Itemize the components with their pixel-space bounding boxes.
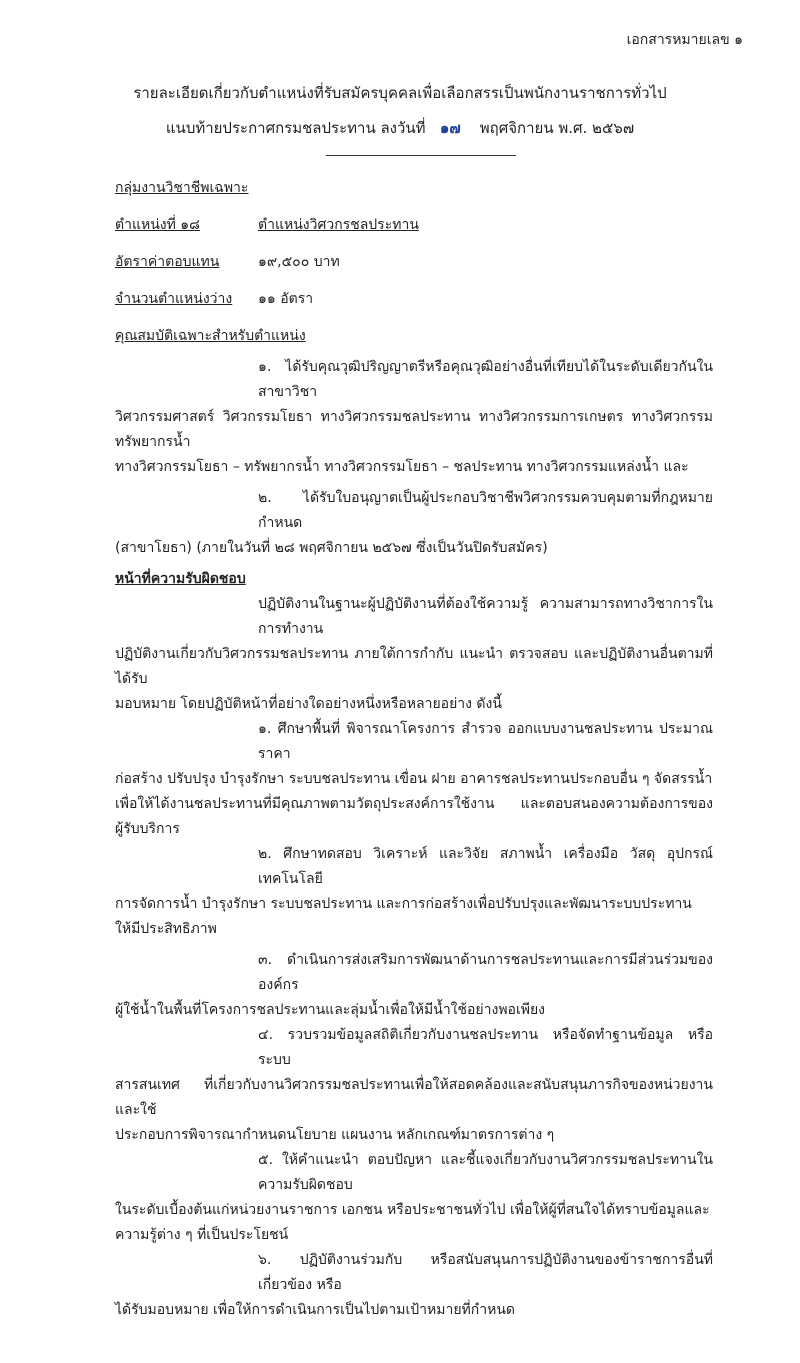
duty-line: ก่อสร้าง ปรับปรุง บำรุงรักษา ระบบชลประทาน เขื่อน ฝาย อาคารชลประทานประกอบอื่น ๆ จัดสรรน้ำ (115, 771, 713, 787)
duty-line: ผู้ใช้น้ำในพื้นที่โครงการชลประทานและลุ่มน้ำเพื่อให้มีน้ำใช้อย่างพอเพียง (115, 1002, 546, 1018)
qualification-line: ๒. ได้รับใบอนุญาตเป็นผู้ประกอบวิชาชีพวิศวกรรมควบคุมตามที่กฎหมายกำหนด (258, 490, 713, 531)
position-value: ตำแหน่งวิศวกรชลประทาน (258, 217, 419, 233)
qualification-line: ทางวิศวกรรมโยธา – ทรัพยากรน้ำ ทางวิศวกรรมโยธา – ชลประทาน ทางวิศวกรรมแหล่งน้ำ และ (115, 459, 689, 475)
document-subtitle (0, 116, 800, 141)
position-row (115, 213, 713, 238)
qualifications-heading: คุณสมบัติเฉพาะสำหรับตำแหน่ง (115, 328, 306, 344)
qualification-line: (สาขาโยธา) (ภายในวันที่ ๒๘ พฤศจิกายน ๒๕๖๗ ซึ่งเป็นวันปิดรับสมัคร) (115, 540, 548, 556)
duty-line: ๕. ให้คำแนะนำ ตอบปัญหา และชี้แจงเกี่ยวกับงานวิศวกรรมชลประทานในความรับผิดชอบ (258, 1152, 713, 1193)
document-title: รายละเอียดเกี่ยวกับตำแหน่งที่รับสมัครบุคคลเพื่อเลือกสรรเป็นพนักงานราชการทั่วไป (133, 84, 667, 102)
duty-line: ให้มีประสิทธิภาพ (115, 921, 217, 937)
duty-line: ได้รับมอบหมาย เพื่อให้การดำเนินการเป็นไปตามเป้าหมายที่กำหนด (115, 1302, 515, 1318)
vacancy-row (115, 287, 713, 312)
salary-label: อัตราค่าตอบแทน (115, 254, 220, 270)
duty-line: มอบหมาย โดยปฏิบัติหน้าที่อย่างใดอย่างหนึ่งหรือหลายอย่าง ดังนี้ (115, 696, 502, 712)
position-label: ตำแหน่งที่ ๑๘ (115, 217, 200, 233)
subtitle-suffix: พฤศจิกายน พ.ศ. ๒๕๖๗ (479, 119, 635, 137)
salary-row (115, 250, 713, 275)
qualification-line: วิศวกรรมศาสตร์ วิศวกรรมโยธา ทางวิศวกรรมชลประทาน ทางวิศวกรรมการเกษตร ทางวิศวกรรมทรัพยากรน้ำ (115, 409, 713, 450)
duty-line: สารสนเทศ ที่เกี่ยวกับงานวิศวกรรมชลประทานเพื่อให้สอดคล้องและสนับสนุนภารกิจของหน่วยงาน และใช้ (115, 1077, 713, 1118)
document-number: เอกสารหมายเลข ๑ (626, 32, 743, 48)
vacancy-label: จำนวนตำแหน่งว่าง (115, 291, 233, 307)
duty-line: ปฏิบัติงานเกี่ยวกับวิศวกรรมชลประทาน ภายใต้การกำกับ แนะนำ ตรวจสอบ และปฏิบัติงานอื่นตามที่ได้รับ (115, 646, 713, 687)
duty-line: ปฏิบัติงานในฐานะผู้ปฏิบัติงานที่ต้องใช้ความรู้ ความสามารถทางวิชาการในการทำงาน (258, 596, 713, 637)
salary-value: ๑๙,๕๐๐ บาท (258, 254, 340, 270)
duty-line: ๒. ศึกษาทดสอบ วิเคราะห์ และวิจัย สภาพน้ำ เครื่องมือ วัสดุ อุปกรณ์เทคโนโลยี (258, 846, 713, 887)
duty-line: ๔. รวบรวมข้อมูลสถิติเกี่ยวกับงานชลประทาน หรือจัดทำฐานข้อมูล หรือระบบ (258, 1027, 713, 1068)
duties-heading: หน้าที่ความรับผิดชอบ (115, 571, 246, 587)
duty-line: ๖. ปฏิบัติงานร่วมกับ หรือสนับสนุนการปฏิบัติงานของข้าราชการอื่นที่เกี่ยวข้อง หรือ (258, 1252, 713, 1293)
qualification-line: ๑. ได้รับคุณวุฒิปริญญาตรีหรือคุณวุฒิอย่างอื่นที่เทียบได้ในระดับเดียวกันในสาขาวิชา (258, 359, 713, 400)
duty-line: ๓. ดำเนินการส่งเสริมการพัฒนาด้านการชลประทานและการมีส่วนร่วมขององค์กร (258, 952, 713, 993)
duty-line: ความรู้ต่าง ๆ ที่เป็นประโยชน์ (115, 1227, 289, 1243)
duty-line: เพื่อให้ได้งานชลประทานที่มีคุณภาพตามวัตถุประสงค์การใช้งาน และตอบสนองความต้องการของผู้รับบริการ (115, 796, 713, 837)
duty-line: ๑. ศึกษาพื้นที่ พิจารณาโครงการ สำรวจ ออกแบบงานชลประทาน ประมาณราคา (258, 721, 713, 762)
duty-line: การจัดการน้ำ บำรุงรักษา ระบบชลประทาน และการก่อสร้างเพื่อปรับปรุงและพัฒนาระบบประทาน (115, 896, 692, 912)
duty-line: ในระดับเบื้องต้นแก่หน่วยงานราชการ เอกชน หรือประชาชนทั่วไป เพื่อให้ผู้ที่สนใจได้ทราบข้อมูลและ (115, 1202, 710, 1218)
vacancy-value: ๑๑ อัตรา (258, 291, 314, 307)
subtitle-day: ๑๗ (439, 119, 461, 137)
subtitle-prefix: แนบท้ายประกาศกรมชลประทาน ลงวันที่ (165, 119, 426, 137)
group-heading: กลุ่มงานวิชาชีพเฉพาะ (115, 180, 249, 196)
divider (326, 155, 516, 156)
duty-line: ประกอบการพิจารณากำหนดนโยบาย แผนงาน หลักเกณฑ์มาตรการต่าง ๆ (115, 1127, 555, 1143)
